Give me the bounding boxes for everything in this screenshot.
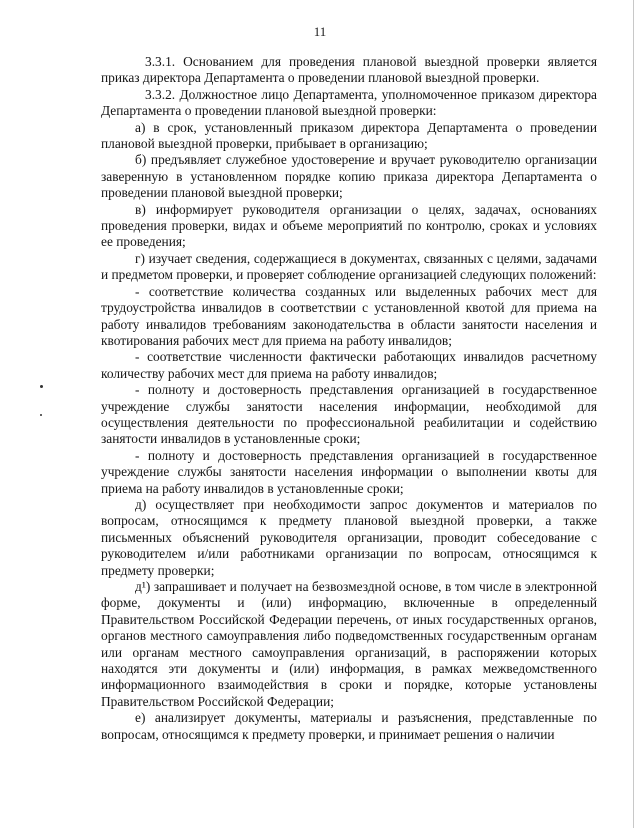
dash-item-4: - полноту и достоверность представления организацией в государственное учреждение службы занятости населения информации о выполнении квоты для приема на работу инвалидов в установленные сроки; — [101, 447, 597, 496]
document-body — [101, 54, 597, 743]
dash-item-3: - полноту и достоверность представления организацией в государственное учреждение службы занятости населения информации, необходимой для осуществления деятельности по профессиональной реабилитации и содействию занятости инвалидов в установленные сроки; — [101, 382, 597, 447]
list-item-d1: д¹) запрашивает и получает на безвозмездной основе, в том числе в электронной форме, документы и (или) информацию, включенные в определенный Правительством Российской Федерации перечень, от иных государственных органов, органов местного самоуправления либо подведомственных государственным органам или органам местного самоуправления организаций, в распоряжении которых находятся эти документы и (или) информация, в рамках межведомственного информационного взаимодействия в сроки и порядке, которые установлены Правительством Российской Федерации; — [101, 579, 597, 709]
page-number: 11 — [313, 24, 327, 39]
list-item-d: д) осуществляет при необходимости запрос документов и материалов по вопросам, относящимся к предмету плановой выездной проверки, а также письменных объяснений руководителя организации, проводит собеседование с руководителем и/или работниками организации по вопросам, относящимся к предмету проверки; — [101, 496, 597, 578]
paragraph-3-3-2: 3.3.2. Должностное лицо Департамента, уполномоченное приказом директора Департамента о проведении плановой выездной проверки: — [101, 86, 597, 119]
list-item-v: в) информирует руководителя организации о целях, задачах, основаниях проведения проверки, видах и объеме мероприятий по контролю, сроках и условиях ее проведения; — [101, 201, 597, 250]
paragraph-3-3-1: 3.3.1. Основанием для проведения плановой выездной проверки является приказ директора Департамента о проведении плановой выездной проверки. — [101, 54, 597, 86]
page-edge — [633, 0, 634, 828]
scan-speck — [40, 385, 43, 388]
dash-item-2: - соответствие численности фактически работающих инвалидов расчетному количеству рабочих мест для приема на работу инвалидов; — [101, 349, 597, 381]
scan-speck — [40, 414, 42, 416]
list-item-a: а) в срок, установленный приказом директора Департамента о проведении плановой выездной проверки, прибывает в организацию; — [101, 119, 597, 152]
list-item-g: г) изучает сведения, содержащиеся в документах, связанных с целями, задачами и предметом проверки, и проверяет соблюдение организацией следующих положений: — [101, 250, 597, 283]
dash-item-1: - соответствие количества созданных или выделенных рабочих мест для трудоустройства инвалидов в соответствии с установленной квотой для приема на работу инвалидов требованиям законодательства в области занятости населения и квотирования рабочих мест для приема на работу инвалидов; — [101, 283, 597, 348]
list-item-b: б) предъявляет служебное удостоверение и вручает руководителю организации заверенную в установленном порядке копию приказа директора Департамента о проведении плановой выездной проверки; — [101, 152, 597, 201]
list-item-e: е) анализирует документы, материалы и разъяснения, представленные по вопросам, относящимся к предмету проверки, и принимает решения о наличии — [101, 710, 597, 742]
